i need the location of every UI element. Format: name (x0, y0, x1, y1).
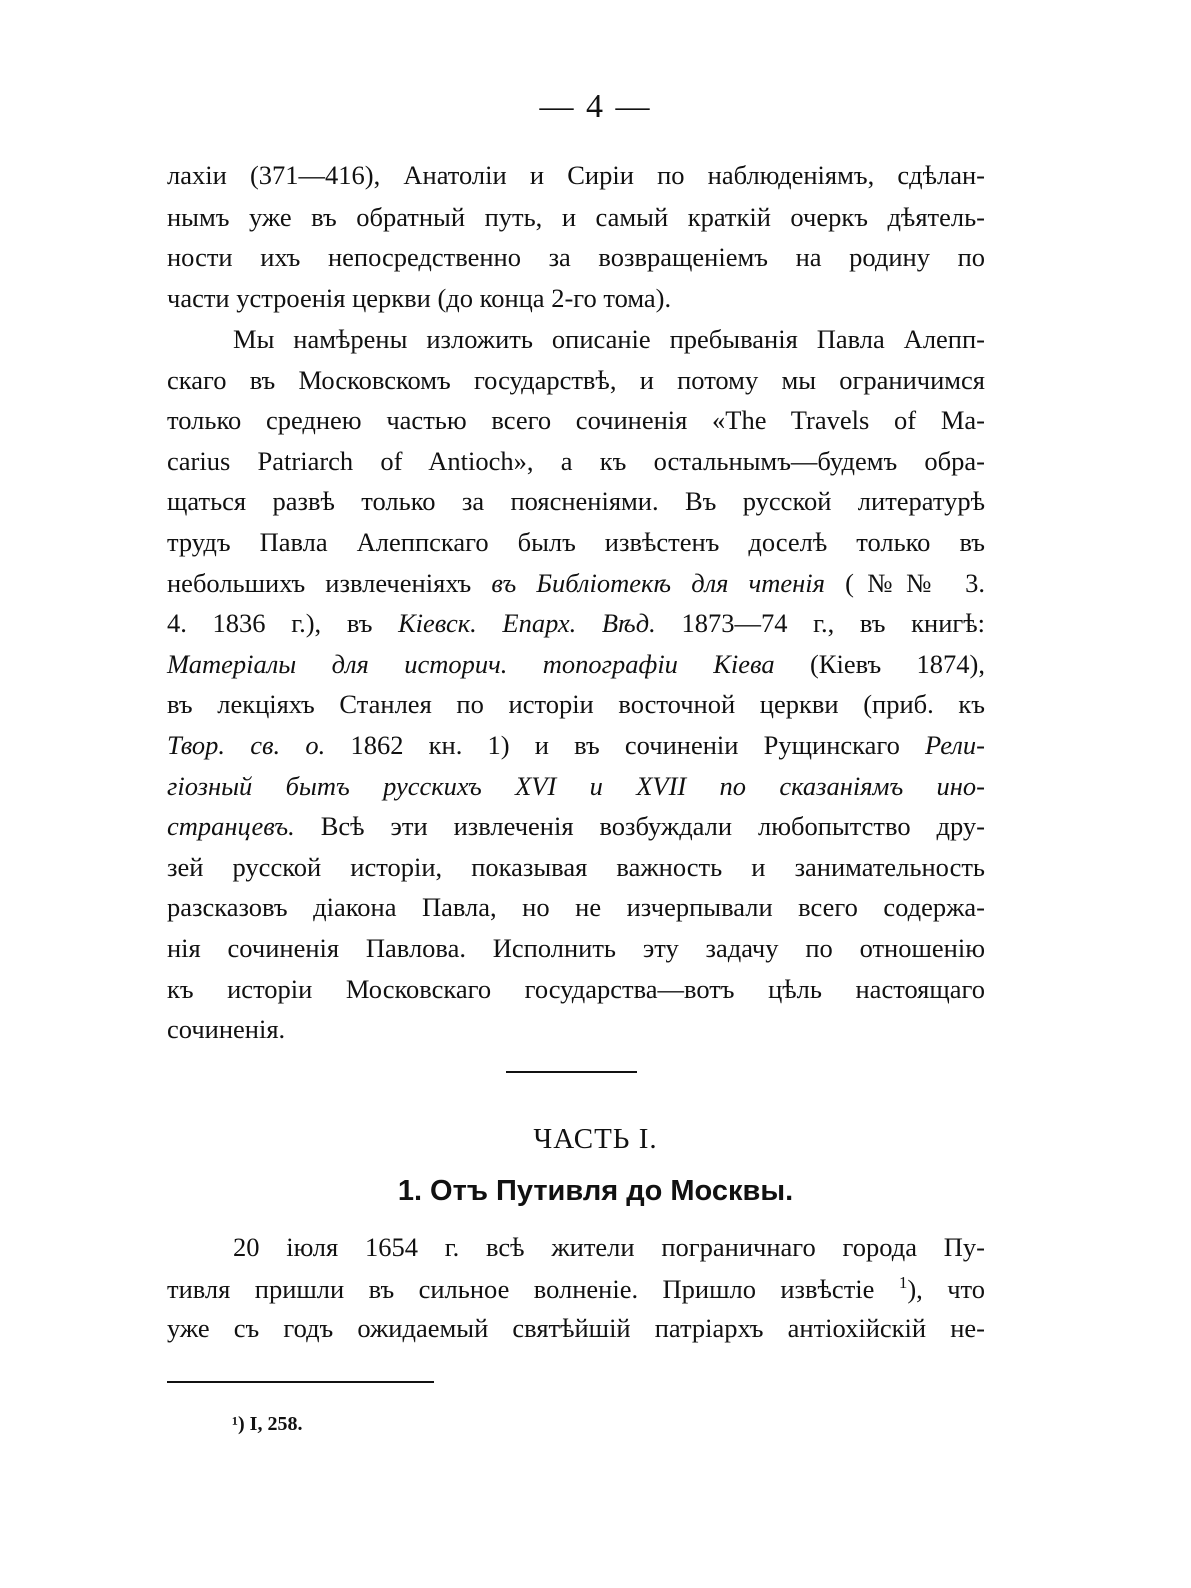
text-line: части устроенія церкви (до конца 2-го тома). (167, 283, 672, 313)
text-line: сочиненія. (167, 1014, 286, 1044)
text-line: лахіи (371—416), Анатоліи и Сиріи по наблюденіямъ, сдѣлан- (167, 160, 985, 190)
text-line: нія сочиненія Павлова. Исполнить эту задачу по отношенію (167, 933, 985, 963)
text-line: carius Patriarch of Antioch», а къ остальнымъ—будемъ обра- (167, 446, 985, 476)
text-line: скаго въ Московскомъ государствѣ, и потому мы ограничимся (167, 365, 985, 395)
text-line: въ лекціяхъ Станлея по исторіи восточной церкви (приб. къ (167, 689, 985, 719)
text-span: (№№ 3. (845, 568, 986, 598)
text-line (167, 811, 985, 842)
citation-italic: Кіевск. Епарх. Вѣд. (398, 608, 656, 638)
text-line (167, 1273, 985, 1305)
text-line: разсказовъ діакона Павла, но не изчерпывали всего содержа- (167, 892, 985, 922)
citation-italic: Твор. св. о. (167, 730, 326, 760)
section-title: 1. Отъ Путивля до Москвы. (397, 1175, 794, 1207)
text-span: 1873—74 г., въ книгѣ: (681, 608, 985, 638)
footnote-divider (167, 1381, 434, 1383)
text-line: ности ихъ непосредственно за возвращеніемъ на родину по (167, 242, 985, 272)
footnote-marker: 1 (898, 1273, 908, 1292)
text-line: къ исторіи Московскаго государства—вотъ цѣль настоящаго (167, 974, 985, 1004)
citation-italic: Матеріалы для историч. топографіи Кіева (167, 649, 775, 679)
text-line: щаться развѣ только за поясненіями. Въ русской литературѣ (167, 486, 985, 516)
part-title: ЧАСТЬ I. (533, 1123, 658, 1155)
section-divider (506, 1071, 637, 1073)
text-line: трудъ Павла Алеппскаго былъ извѣстенъ доселѣ только въ (167, 527, 985, 557)
text-span: 4. 1836 г.), въ (167, 608, 373, 638)
citation-italic: въ Библіотекѣ для чтенія (491, 568, 825, 598)
page-number: — 4 — (539, 88, 652, 125)
citation-italic: странцевъ. (167, 811, 295, 841)
text-line: 20 іюля 1654 г. всѣ жители пограничнаго города Пу- (233, 1232, 985, 1262)
footnote: ¹) I, 258. (232, 1413, 303, 1435)
text-span: Всѣ эти извлеченія возбуждали любопытство дру- (320, 811, 985, 841)
text-line: зей русской исторіи, показывая важность и занимательность (167, 852, 985, 882)
citation-italic: гіозный бытъ русскихъ XVI и XVII по сказаніямъ ино- (167, 771, 985, 801)
text-line (167, 608, 985, 639)
text-span: ), что (907, 1273, 986, 1304)
text-span: (Кіевъ 1874), (809, 649, 985, 679)
citation-italic: Рели- (925, 730, 986, 760)
text-line (167, 771, 985, 802)
text-line: Мы намѣрены изложить описаніе пребыванія Павла Алепп- (233, 324, 985, 354)
text-line (167, 568, 985, 599)
text-line: уже съ годъ ожидаемый святѣйшій патріархъ антіохійскій не- (167, 1313, 985, 1343)
text-line: нымъ уже въ обратный путь, и самый краткій очеркъ дѣятель- (167, 202, 985, 232)
text-line (167, 730, 985, 761)
text-span: тивля пришли въ сильное волненіе. Пришло извѣстіе (167, 1273, 875, 1304)
text-line: только среднею частью всего сочиненія «The Travels of Ma- (167, 405, 985, 435)
text-span: небольшихъ извлеченіяхъ (167, 568, 472, 598)
text-line (167, 649, 985, 680)
text-span: 1862 кн. 1) и въ сочиненіи Рущинскаго (350, 730, 900, 760)
